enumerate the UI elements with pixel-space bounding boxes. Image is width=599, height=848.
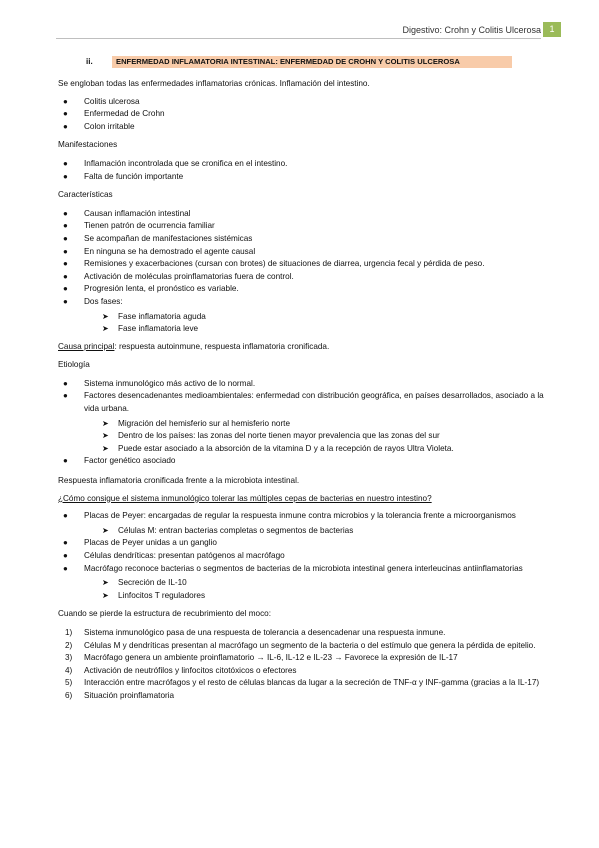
bullet-icon: ● xyxy=(63,109,68,119)
list-item: ➤ Puede estar asociado a la absorción de la vitamina D y a la recepción de rayos Ultra Violeta. xyxy=(58,443,544,456)
intro-list xyxy=(58,96,544,134)
bullet-icon: ● xyxy=(63,246,68,256)
list-item: ➤ Linfocitos T reguladores xyxy=(58,590,544,603)
header-divider xyxy=(56,38,541,39)
list-item: ● Causan inflamación intestinal xyxy=(58,208,544,221)
bullet-icon: ● xyxy=(63,208,68,218)
arrow-bullet-icon: ➤ xyxy=(102,311,109,321)
caracteristicas-list xyxy=(58,208,544,309)
list-item: ● Colon irritable xyxy=(58,121,544,134)
list-item: ● Macrófago reconoce bacterias o segmentos de bacterias de la microbiota intestinal genera interleucinas antiinflamatorias xyxy=(58,563,544,576)
list-item: ● Células dendríticas: presentan patógenos al macrófago xyxy=(58,550,544,563)
bullet-icon: ● xyxy=(63,563,68,573)
causa-principal xyxy=(58,341,544,354)
bullet-icon: ● xyxy=(63,233,68,243)
list-item: ● Inflamación incontrolada que se cronifica en el intestino. xyxy=(58,158,544,171)
bullet-icon: ● xyxy=(63,511,68,521)
manifestaciones-list xyxy=(58,158,544,183)
list-item: 3) Macrófago genera un ambiente proinflamatorio → IL-6, IL-12 e IL-23 → Favorece la expresión de IL-17 xyxy=(65,653,458,663)
etiologia-sublist xyxy=(58,418,544,456)
list-item: ● Remisiones y exacerbaciones (cursan con brotes) de situaciones de diarrea, urgencia fecal y pérdida de peso. xyxy=(58,258,544,271)
bullet-icon: ● xyxy=(63,158,68,168)
list-item: ● Placas de Peyer: encargadas de regular la respuesta inmune contra microbios y la tolerancia frente a microorganismos xyxy=(58,510,544,523)
heading-moco: Cuando se pierde la estructura de recubrimiento del moco: xyxy=(58,609,271,619)
content-body xyxy=(58,78,544,703)
list-item: ● Tienen patrón de ocurrencia familiar xyxy=(58,220,544,233)
list-item: 4) Activación de neutrófilos y linfocitos citotóxicos o efectores xyxy=(65,665,297,675)
tolerancia-list xyxy=(58,510,544,523)
bullet-icon: ● xyxy=(63,538,68,548)
bullet-icon: ● xyxy=(63,171,68,181)
list-item: ● Factor genético asociado xyxy=(58,455,544,468)
causa-label: Causa principal xyxy=(58,341,115,351)
bullet-icon: ● xyxy=(63,96,68,106)
heading-manifestaciones: Manifestaciones xyxy=(58,140,118,150)
list-item: ● En ninguna se ha demostrado el agente causal xyxy=(58,246,544,259)
list-item: ● Progresión lenta, el pronóstico es variable. xyxy=(58,283,544,296)
list-item: 1) Sistema inmunológico pasa de una respuesta de tolerancia a desencadenar una respuesta inmune. xyxy=(65,627,446,637)
list-item: 2) Células M y dendríticas presentan al macrófago un segmento de la bacteria o del estímulo que genera la pérdida de epitelio. xyxy=(65,640,536,650)
arrow-bullet-icon: ➤ xyxy=(102,443,109,453)
list-item: 5) Interacción entre macrófagos y el resto de células blancas da lugar a la secreción de TNF-α y INF-gamma (gracias a la IL-17) xyxy=(65,678,540,688)
arrow-bullet-icon: ➤ xyxy=(102,578,109,588)
list-item: ● Activación de moléculas proinflamatorias fuera de control. xyxy=(58,271,544,284)
bullet-icon: ● xyxy=(63,296,68,306)
section-number: ii. xyxy=(86,57,93,66)
list-item: ➤ Células M: entran bacterias completas o segmentos de bacterias xyxy=(58,525,544,538)
list-item: ● Falta de función importante xyxy=(58,171,544,184)
list-item: ● Sistema inmunológico más activo de lo normal. xyxy=(58,378,544,391)
bullet-icon: ● xyxy=(63,551,68,560)
bullet-icon: ● xyxy=(63,259,68,269)
list-item: ● Factores desencadenantes medioambientales: enfermedad con distribución geográfica, en países desarrollados, asociado a la vida urbana. xyxy=(63,391,544,414)
page-header xyxy=(0,22,599,38)
bullet-icon: ● xyxy=(63,221,68,231)
page-number: 1 xyxy=(543,22,561,37)
list-item: ● Colitis ulcerosa xyxy=(58,96,544,109)
arrow-bullet-icon: ➤ xyxy=(102,525,109,535)
bullet-icon: ● xyxy=(63,391,68,401)
bullet-icon: ● xyxy=(63,378,68,388)
list-item: ➤ Fase inflamatoria aguda xyxy=(58,311,544,324)
list-item: ● Se acompañan de manifestaciones sistémicas xyxy=(58,233,544,246)
tolerancia-list-2 xyxy=(58,537,544,575)
section-title: ENFERMEDAD INFLAMATORIA INTESTINAL: ENFERMEDAD DE CROHN Y COLITIS ULCEROSA xyxy=(116,57,460,66)
question-paragraph: ¿Cómo consigue el sistema inmunológico tolerar las múltiples cepas de bacterias en nuestro intestino? xyxy=(58,493,432,503)
list-item: 6) Situación proinflamatoria xyxy=(65,690,175,700)
list-item: ● Dos fases: xyxy=(58,296,544,309)
bullet-icon: ● xyxy=(63,121,68,131)
arrow-bullet-icon: ➤ xyxy=(102,324,109,334)
etiologia-list-2 xyxy=(58,455,544,468)
heading-caracteristicas: Características xyxy=(58,190,113,200)
arrow-bullet-icon: ➤ xyxy=(102,590,109,600)
heading-etiologia: Etiología xyxy=(58,360,90,370)
etiologia-list xyxy=(58,378,544,416)
fases-list xyxy=(58,311,544,336)
bullet-icon: ● xyxy=(63,284,68,294)
tolerancia-sublist-1 xyxy=(58,525,544,538)
bullet-icon: ● xyxy=(63,456,68,466)
causa-text: : respuesta autoinmune, respuesta inflamatoria cronificada. xyxy=(114,341,330,351)
respuesta-paragraph: Respuesta inflamatoria cronificada frente a la microbiota intestinal. xyxy=(58,476,300,486)
list-item: ➤ Fase inflamatoria leve xyxy=(58,323,544,336)
list-item: ➤ Dentro de los países: las zonas del norte tienen mayor prevalencia que las zonas del sur xyxy=(58,430,544,443)
list-item: ➤ Migración del hemisferio sur al hemisferio norte xyxy=(58,418,544,431)
intro-paragraph: Se engloban todas las enfermedades inflamatorias crónicas. Inflamación del intestino. xyxy=(58,79,370,88)
list-item: ● Placas de Peyer unidas a un ganglio xyxy=(58,537,544,550)
header-title: Digestivo: Crohn y Colitis Ulcerosa xyxy=(402,25,541,35)
tolerancia-sublist-2 xyxy=(58,577,544,602)
bullet-icon: ● xyxy=(63,271,68,281)
moco-list xyxy=(58,627,544,703)
list-item: ● Enfermedad de Crohn xyxy=(58,108,544,121)
list-item: ➤ Secreción de IL-10 xyxy=(58,577,544,590)
section-banner xyxy=(112,56,512,68)
arrow-bullet-icon: ➤ xyxy=(102,418,109,428)
arrow-bullet-icon: ➤ xyxy=(102,431,109,441)
